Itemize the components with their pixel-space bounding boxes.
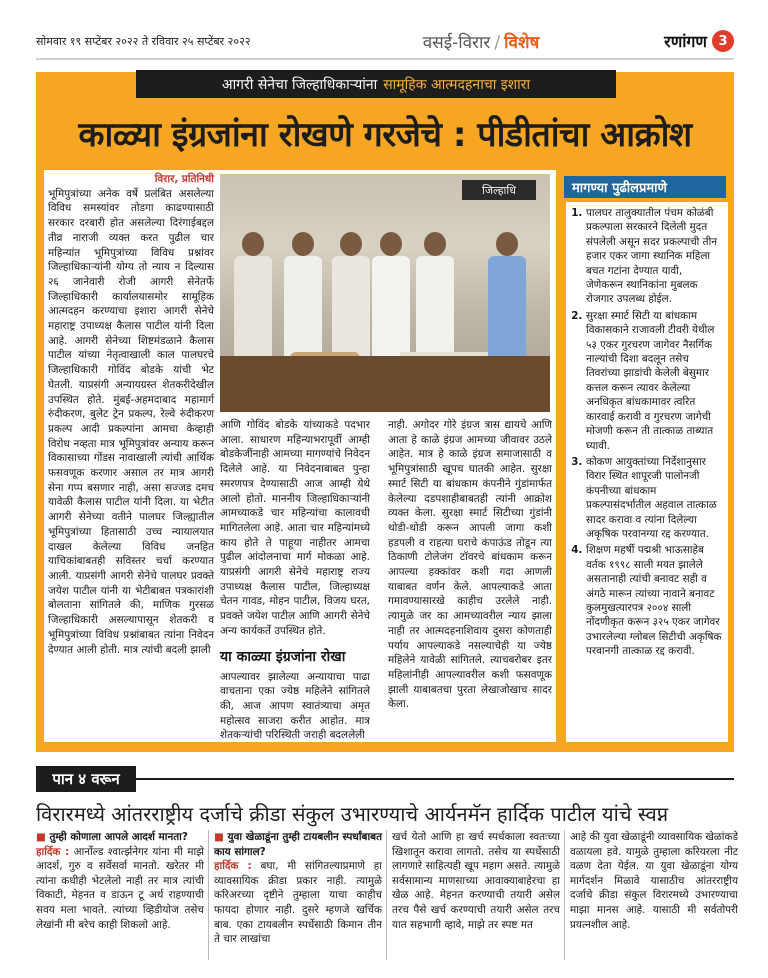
column-divider	[386, 830, 387, 960]
story-subheading: या काळ्या इंग्रजांना रोखा	[220, 648, 346, 665]
demand-item: 3. कोकण आयुक्तांच्या निर्देशानुसार विरार स्थित शापूरजी पालोनजी कंपनीच्या बांधकाम प्रकल्पासंदर्भातील अहवाल तात्काळ सादर करावा व त्यांना दिलेल्या अकृषिक परवानग्या रद्द करण्यात.	[586, 455, 722, 541]
second-story-column-4	[570, 830, 738, 932]
demand-item: 1. पालघर तालुक्यातील पंचम कोळंबी प्रकल्पाला सरकारने दिलेली मुदत संपलेली असून सदर प्रकल्पाची तीन हजार एकर जागा स्थानिक महिला बचत गटांना देण्यात यावी, जेणेकरून स्थानिकांना मुबलक रोजगार उपलब्ध होईल.	[586, 206, 722, 307]
interviewee-name: हार्दिक :	[214, 860, 252, 873]
second-story-column-2	[214, 830, 382, 947]
demand-item: 4. शिक्षण महर्षी पद्मश्री भाऊसाहेब वर्तक १९९८ साली मयत झालेले असतानाही त्यांची बनावट सही व अंगठे मारून त्यांच्या नावाने बनावट कुलमुखत्यारपत्र २००४ साली नोंदणीकृत करून ३२५ एकर जागेवर उभारलेल्या ग्लोबल सिटीची अकृषिक परवानगी तात्काळ रद्द करावी.	[586, 543, 722, 658]
masthead-brand	[664, 30, 734, 52]
interview-answer: बघा, मी सांगितल्याप्रमाणे हा व्यावसायिक क्रीडा प्रकार नाही. त्यामुळे करिअरच्या दृष्टीने तुम्हाला याचा काहीच फायदा होणार नाही. दुसरे म्हणजे खर्चिक बाब. एका टायबलीन स्पर्धेसाठी किमान तीन ते चार लाखांचा	[214, 860, 382, 946]
strap-rule	[136, 778, 734, 780]
story-kicker	[136, 70, 616, 98]
second-story-column-3	[392, 830, 560, 932]
section-separator: /	[494, 32, 501, 53]
second-story-headline: विरारमध्ये आंतरराष्ट्रीय दर्जाचे क्रीडा संकुल उभारण्याचे आर्यनमॅन हार्दिक पाटील यांचे स्वप्न	[36, 802, 669, 826]
story-column-1-text: भूमिपुत्रांच्या अनेक वर्षे प्रलंबित असलेल्या विविध समस्यांवर तोडगा काढण्यासाठी सरकार दरबारी होत असलेल्या दिरंगाईबद्दल तीव्र नाराजी व्यक्त करत पुढील चार महिन्यांत भूमिपुत्रांच्या विविध प्रश्नांवर जिल्हाधिकाऱ्यांनी योग्य तो न्याय न दिल्यास २६ जानेवारी रोजी आगरी सेनेतर्फे जिल्हाधिकारी कार्यालयासमोर सामूहिक आत्मदहन करण्याचा इशारा आगरी सेनेचे महाराष्ट्र उपाध्यक्ष कैलास पाटील यांनी दिला आहे. आगरी सेनेच्या शिष्टमंडळाने कैलास पाटील यांच्या नेतृत्वाखाली काल पालघरचे जिल्हाधिकारी गोविंद बोडके यांची भेट घेतली. याप्रसंगी अन्यायग्रस्त शेतकरीदेखील उपस्थित होते. मुंबई-अहमदाबाद महामार्ग रुंदीकरण, बुलेट ट्रेन प्रकल्प, रेल्वे रुंदीकरण प्रकल्प आदी प्रकल्पांना आमचा केव्हाही विरोध नव्हता मात्र भूमिपुत्रांवर अन्याय करून विकासाच्या गोंडस नावाखाली त्यांची आर्थिक फसवणूक करणार असाल तर मात्र आगरी सेना गप्प बसणार नाही, असा सज्जड दमच यावेळी कैलास पाटील यांनी दिला. या भेटीत आगरी सेनेच्या वतीने पालघर जिल्ह्यातील भूमिपुत्रांच्या हितासाठी उच्च न्यायालयात दाखल केलेल्या विविध जनहित याचिकांबाबतही सविस्तर चर्चा करण्यात आली. याप्रसंगी आगरी सेनेचे पालघर प्रवक्ते जयेश पाटील यांनी या भेटीबाबत पत्रकारांशी बोलताना सांगितले की, माणिक गुरसळ जिल्हाधिकारी असल्यापासून शेतकरी व भूमिपुत्रांच्या विविध प्रश्नांबाबत त्यांना निवेदन देण्यात आली होती. मात्र त्यांची बदली झाली	[48, 187, 214, 656]
brand-name: रणांगण	[664, 32, 707, 51]
photo-desk	[220, 356, 550, 412]
interview-answer: आर्नोल्ड श्वार्त्झनेगर यांना मी माझे आदर्श, गुरु व सर्वेसर्वा मानतो. खरेतर मी त्यांना कधीही भेटलेलो नाही तर मात्र त्यांची विकाटी, मेहनत व डाऊन टू अर्थ राहण्याची सवय मला भावते. त्यांच्या व्हिडीयोज तसेच लेखांनी मी बरेच काही शिकलो आहे.	[36, 845, 205, 931]
story-photo	[220, 174, 550, 412]
demands-box	[566, 202, 728, 742]
kicker-highlight: सामूहिक आत्मदहनाचा इशारा	[383, 76, 531, 93]
section-name: वसई-विरार	[422, 32, 491, 53]
issue-date: सोमवार १९ सप्टेंबर २०२२ ते रविवार २५ सप्टेंबर २०२२	[36, 34, 251, 48]
interviewee-name: हार्दिक :	[36, 845, 70, 858]
story-column-3-text: नाही. अगोदर गोरे इंग्रज त्रास द्यायचे आणि आता हे काळे इंग्रज आमच्या जीवावर उठले आहेत. मात्र हे काळे इंग्रज समाजासाठी व भूमिपुत्रांसाठी खूपच घातकी आहेत. सुरक्षा स्मार्ट सिटी या बांधकाम कंपनीने गुंडांमार्फत केलेल्या दडपशाहीबाबतही त्यांनी आक्रोश व्यक्त केला. सुरक्षा स्मार्ट सिटीच्या गुंडांनी थोडी-थोडी करून आपली जागा कशी हडपली व राहत्या घराचे कंपाऊंड तोडून त्या ठिकाणी टोलेजंग टॉवरचे बांधकाम करून आपल्या हक्कांवर कशी गदा आणली याबाबत वर्णन केले. आपल्याकडे आता गमावण्यासारखे काहीच उरलेले नाही. त्यामुळे जर का आमच्यावरील न्याय झाला नाही तर आत्मदहनाशिवाय दुसरा कोणताही पर्याय आपल्याकडे नसल्याचेही या ज्येष्ठ महिलेने यावेळी सांगितले. त्याचबरोबर इतर महिलांनीही आपल्यावरील कशी फसवणूक झाली याबाबतचा पुरता लेखाजोखाच सादर केला.	[388, 419, 552, 711]
interview-question: ■ युवा खेळाडूंना तुम्ही टायबलीन स्पर्धांबाबत काय सांगाल?	[214, 830, 382, 859]
interview-answer: आहे की युवा खेळाडूंनी व्यावसायिक खेळांकडे वळायला हवे. यामुळे तुम्हाला करियरला नीट वळण देता येईल. या युवा खेळाडूंना योग्य मार्गदर्शन मिळावे यासाठीच आंतरराष्ट्रीय दर्जाचे क्रीडा संकुल विरारमध्ये उभारण्याचा माझा मानस आहे. यासाठी मी सर्वतोपरी प्रयत्नशील आहे.	[570, 831, 739, 931]
page-header	[36, 28, 734, 54]
second-story-column-1	[36, 830, 204, 932]
byline: विरार, प्रतिनिधी	[154, 173, 214, 185]
demands-heading: मागण्या पुढीलप्रमाणे	[564, 176, 726, 198]
demand-item: 2. सुरक्षा स्मार्ट सिटी या बांधकाम विकासकाने राजावली टीवरी येथील ५३ एकर गुरचरण जागेवर नैसर्गिक नाल्यांची दिशा बदलून तसेच तिवरांच्या झाडांची केलेली बेसुमार कत्तल करून त्यावर केलेल्या अनधिकृत बांधकामावर त्वरित कारवाई करावी व गुरचरण जागेची मोजणी करून ती तात्काळ ताब्यात घ्यावी.	[586, 309, 722, 453]
story-column-2-text: आणि गोविंद बोडके यांच्याकडे पदभार आला. साधारण महिन्याभरापूर्वी आम्ही बोडकेजींनाही आमच्या मागण्यांचे निवेदन दिलेले आहे. या निवेदनाबाबत पुन्हा स्मरणपत्र देण्यासाठी आज आम्ही येथे आलो होतो. माननीय जिल्हाधिकाऱ्यांनी आमच्याकडे चार महिन्यांचा कालावधी मागितलेला आहे. आता चार महिन्यांमध्ये काय होते ते पाहूया नाहीतर आमचा पुढील आंदोलनाचा मार्ग मोकळा आहे. याप्रसंगी आगरी सेनेचे महाराष्ट्र राज्य उपाध्यक्ष कैलास पाटील, जिल्हाध्यक्ष चेतन गावड, मोहन पाटील, विजय घरत, प्रवक्ते जयेश पाटील आणि आगरी सेनेचे अन्य कार्यकर्ते उपस्थित होते.	[220, 419, 370, 637]
interview-answer: खर्च येतो आणि हा खर्च स्पर्धकाला स्वतःच्या खिशातून करावा लागतो. तसेच या स्पर्धेसाठी लागणारे साहित्यही खूप महाग असते. त्यामुळे सर्वसामान्य माणसाच्या आवाक्याबाहेरचा हा खेळ आहे. मेहनत करण्याची तयारी असेल तरच पैसे खर्च करण्याची तयारी असेल तरच यात सहभागी व्हावे, माझे तर स्पष्ट मत	[392, 831, 560, 931]
photo-wall-sign: जिल्हाधि	[462, 180, 536, 200]
kicker-prefix: आगरी सेनेचा जिल्हाधिकाऱ्यांना	[221, 76, 378, 93]
column-divider	[208, 830, 209, 960]
story-column-1	[48, 172, 214, 657]
story-column-2-continued: आपल्यावर झालेल्या अन्यायाचा पाढा वाचताना एका ज्येष्ठ महिलेने सांगितले की, आज आपण स्वातंत्र्याचा अमृत महोत्सव साजरा करीत आहोत. मात्र शेतकऱ्यांची परिस्थिती जराही बदललेली	[220, 670, 370, 742]
story-column-3	[388, 418, 552, 712]
page-number-badge: 3	[712, 30, 734, 52]
main-headline: काळ्या इंग्रजांना रोखणे गरजेचे : पीडीतांचा आक्रोश	[78, 115, 692, 155]
continuation-strap: पान ४ वरून	[36, 766, 136, 792]
story-column-2	[220, 418, 370, 743]
section-special: विशेष	[504, 32, 540, 53]
header-divider	[36, 58, 734, 60]
section-label	[298, 30, 664, 53]
interview-question: ■ तुम्ही कोणाला आपले आदर्श मानता?	[36, 830, 204, 845]
column-divider	[564, 830, 565, 960]
demands-list	[572, 206, 722, 659]
